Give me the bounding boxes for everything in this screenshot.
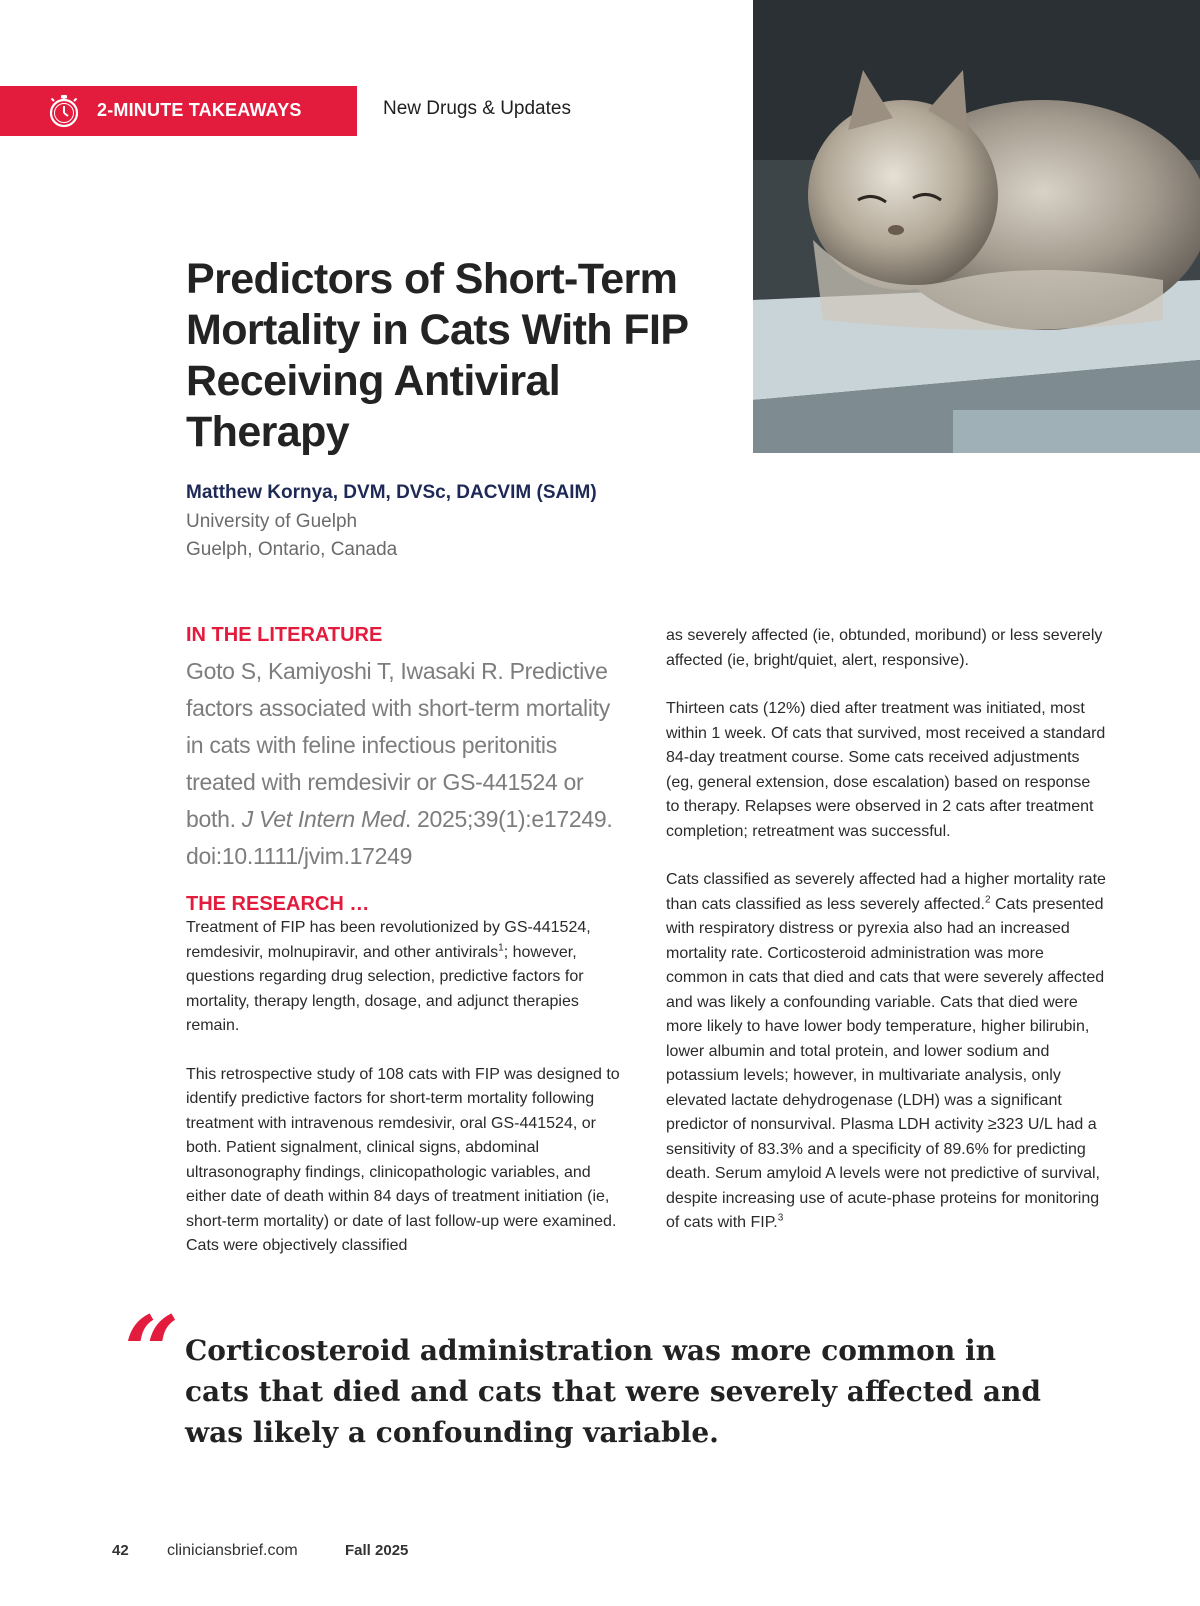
literature-heading: IN THE LITERATURE xyxy=(186,624,383,646)
paragraph-text: ; however, questions regarding drug selection, predictive factors for mortality, therapy length, dosage, and adjunct therapies remain. xyxy=(186,943,584,1034)
article-title: Predictors of Short-Term Mortality in Cats With FIP Receiving Antiviral Therapy xyxy=(186,255,688,456)
cat-illustration xyxy=(753,0,1200,453)
banner-label: 2-MINUTE TAKEAWAYS xyxy=(97,100,302,120)
research-paragraph-2-continued: as severely affected (ie, obtunded, moribund) or less severely affected (ie, bright/quiet, alert, responsive). xyxy=(666,627,1103,669)
stopwatch-icon xyxy=(47,93,81,129)
paragraph-text: Cats classified as severely affected had a higher mortality rate than cats classified as less severely affected. xyxy=(666,871,1106,913)
reference-marker: 3 xyxy=(777,1212,784,1224)
section-banner xyxy=(0,86,357,136)
author-location: Guelph, Ontario, Canada xyxy=(186,539,398,560)
author-institution: University of Guelph xyxy=(186,511,358,532)
paragraph-text: Treatment of FIP has been revolutionized by GS-441524, remdesivir, molnupiravir, and other antivirals xyxy=(186,919,591,961)
research-paragraph-2: This retrospective study of 108 cats with FIP was designed to identify predictive factors for short-term mortality following treatment with intravenous remdesivir, oral GS-441524, or both. Patient signalment, clinical signs, abdominal ultrasonography findings, clinicopathologic variables, and either date of death within 84 days of treatment initiation (ie, short-term mortality) or date of last follow-up were examined. Cats were objectively classified xyxy=(186,1065,620,1254)
reference-marker: 2 xyxy=(984,894,991,906)
footer-issue: Fall 2025 xyxy=(345,1542,409,1559)
section-title: New Drugs & Updates xyxy=(383,98,571,119)
right-column xyxy=(666,624,1106,1260)
citation-details: . 2025;39(1):e17249. doi:10.1111/jvim.17249 xyxy=(186,806,613,869)
research-paragraph-4 xyxy=(666,868,1106,1236)
quote-mark-icon: “ xyxy=(124,1295,180,1408)
research-heading: THE RESEARCH … xyxy=(186,893,370,915)
citation-text: Goto S, Kamiyoshi T, Iwasaki R. Predictive factors associated with short-term mortality in cats with feline infectious peritonitis treated with remdesivir or GS-441524 or both. xyxy=(186,658,610,832)
research-paragraph-1 xyxy=(186,916,621,1039)
footer-site: cliniciansbrief.com xyxy=(167,1542,298,1559)
page-number: 42 xyxy=(112,1542,129,1559)
paragraph-text: Cats presented with respiratory distress or pyrexia also had an increased mortality rate. Corticosteroid administration was more common in cats that died and cats that were severely affected and was likely a confounding variable. Cats that died were more likely to have lower body temperature, higher bilirubin, lower albumin and total protein, and lower sodium and potassium levels; however, in multivariate analysis, only elevated lactate dehydrogenase (LDH) was a significant predictor of nonsurvival. Plasma LDH activity ≥323 U/L had a sensitivity of 83.3% and a specificity of 89.6% for predicting death. Serum amyloid A levels were not predictive of survival, despite increasing use of acute-phase proteins for monitoring of cats with FIP. xyxy=(666,895,1105,1231)
reference-marker: 1 xyxy=(498,942,504,954)
research-paragraph-3: Thirteen cats (12%) died after treatment was initiated, most within 1 week. Of cats that survived, most received a standard 84-day treatment course. Some cats received adjustments (eg, general extension, dose escalation) based on response to therapy. Relapses were observed in 2 cats after treatment completion; retreatment was successful. xyxy=(666,700,1106,840)
pull-quote: Corticosteroid administration was more common in cats that died and cats that were severely affected and was likely a confounding variable. xyxy=(185,1334,1041,1449)
citation-journal: J Vet Intern Med xyxy=(241,806,405,832)
citation xyxy=(186,653,621,875)
author-name: Matthew Kornya, DVM, DVSc, DACVIM (SAIM) xyxy=(186,482,597,503)
left-column xyxy=(186,624,621,1283)
hero-cat-photo xyxy=(753,0,1200,453)
